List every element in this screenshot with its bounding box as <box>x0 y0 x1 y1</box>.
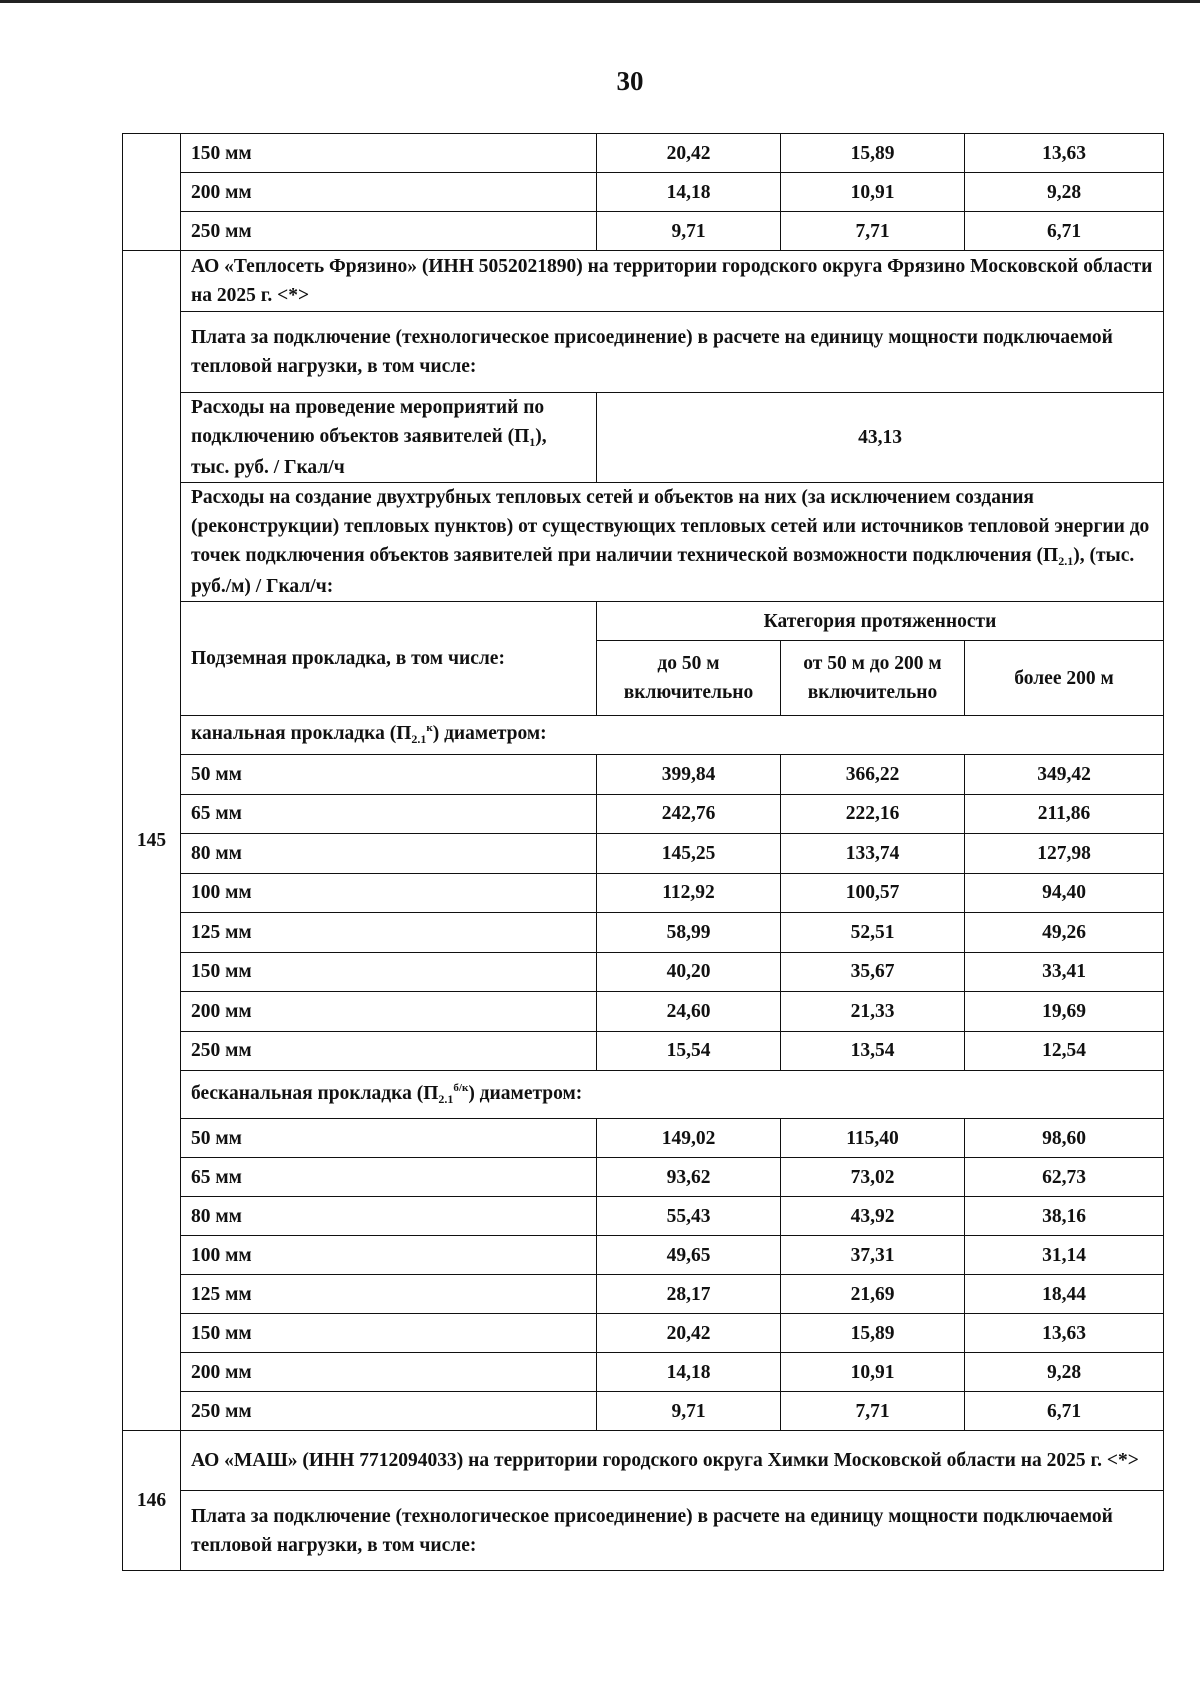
value-cell: 12,54 <box>965 1031 1164 1071</box>
diameter-label: 65 мм <box>181 1158 597 1197</box>
diameter-label: 125 мм <box>181 913 597 953</box>
value-cell: 366,22 <box>781 755 965 795</box>
table-row <box>123 992 1164 1032</box>
diameter-label: 100 мм <box>181 873 597 913</box>
value-cell: 62,73 <box>965 1158 1164 1197</box>
underground-label: Подземная прокладка, в том числе: <box>181 602 597 716</box>
diameter-label: 65 мм <box>181 794 597 834</box>
value-cell: 7,71 <box>781 1392 965 1431</box>
value-cell: 19,69 <box>965 992 1164 1032</box>
value-cell: 15,89 <box>781 134 965 173</box>
category-header: Категория протяженности <box>597 602 1164 641</box>
value-cell: 15,54 <box>597 1031 781 1071</box>
p21-description: Расходы на создание двухтрубных тепловых сетей и объектов на них (за исключением создания (реконструкции) тепловых пунктов) от существующих тепловых сетей или источников тепловой энергии до точек подключения объектов заявителей при наличии технической возможности подключения $(П_{2.1})$, (тыс. руб./м) / Гкал/ч: <box>181 483 1164 602</box>
value-cell: 20,42 <box>597 134 781 173</box>
value-cell: 14,18 <box>597 173 781 212</box>
channel-subheader-row <box>123 716 1164 755</box>
value-cell: 20,42 <box>597 1314 781 1353</box>
diameter-label: 50 мм <box>181 755 597 795</box>
value-cell: 399,84 <box>597 755 781 795</box>
value-cell: 21,33 <box>781 992 965 1032</box>
diameter-label: 125 мм <box>181 1275 597 1314</box>
diameter-label: 100 мм <box>181 1236 597 1275</box>
table-row <box>123 834 1164 874</box>
table-row <box>123 1197 1164 1236</box>
value-cell: 145,25 <box>597 834 781 874</box>
table-row <box>123 952 1164 992</box>
value-cell: 211,86 <box>965 794 1164 834</box>
diameter-label: 80 мм <box>181 1197 597 1236</box>
value-cell: 6,71 <box>965 1392 1164 1431</box>
fee-intro: Плата за подключение (технологическое присоединение) в расчете на единицу мощности подключаемой тепловой нагрузки, в том числе: <box>181 1491 1164 1571</box>
entry-number: 146 <box>123 1431 181 1571</box>
value-cell: 9,71 <box>597 212 781 251</box>
value-cell: 52,51 <box>781 913 965 953</box>
column-header-over-200: более 200 м <box>965 641 1164 716</box>
value-cell: 15,89 <box>781 1314 965 1353</box>
table-row <box>123 134 1164 173</box>
page-number: 30 <box>616 66 644 96</box>
table-row <box>123 1158 1164 1197</box>
diameter-label: 150 мм <box>181 952 597 992</box>
fee-intro-row <box>123 312 1164 393</box>
column-header-50-to-200: от 50 м до 200 м включительно <box>781 641 965 716</box>
table-row <box>123 1275 1164 1314</box>
value-cell: 73,02 <box>781 1158 965 1197</box>
table-row <box>123 1031 1164 1071</box>
value-cell: 37,31 <box>781 1236 965 1275</box>
table-row <box>123 913 1164 953</box>
value-cell: 10,91 <box>781 1353 965 1392</box>
entry-title-row <box>123 1431 1164 1491</box>
tariff-table <box>122 133 1164 1571</box>
value-cell: 38,16 <box>965 1197 1164 1236</box>
p1-value: 43,13 <box>597 393 1164 483</box>
value-cell: 100,57 <box>781 873 965 913</box>
value-cell: 127,98 <box>965 834 1164 874</box>
value-cell: 49,65 <box>597 1236 781 1275</box>
channelless-subheader: бесканальная прокладка $(П_{2.1}^{б/к})$ диаметром: <box>181 1071 1164 1119</box>
diameter-label: 200 мм <box>181 992 597 1032</box>
value-cell: 43,92 <box>781 1197 965 1236</box>
value-cell: 149,02 <box>597 1119 781 1158</box>
value-cell: 112,92 <box>597 873 781 913</box>
fee-intro-row <box>123 1491 1164 1571</box>
channel-subheader: канальная прокладка $(П_{2.1}^к)$ диаметром: <box>181 716 1164 755</box>
value-cell: 13,54 <box>781 1031 965 1071</box>
diameter-label: 150 мм <box>181 1314 597 1353</box>
table-row <box>123 1353 1164 1392</box>
number-cell-empty <box>123 134 181 251</box>
value-cell: 28,17 <box>597 1275 781 1314</box>
table-row <box>123 1392 1164 1431</box>
value-cell: 6,71 <box>965 212 1164 251</box>
table-row <box>123 173 1164 212</box>
value-cell: 18,44 <box>965 1275 1164 1314</box>
diameter-label: 250 мм <box>181 1392 597 1431</box>
value-cell: 40,20 <box>597 952 781 992</box>
value-cell: 33,41 <box>965 952 1164 992</box>
p1-row <box>123 393 1164 483</box>
diameter-label: 80 мм <box>181 834 597 874</box>
value-cell: 9,28 <box>965 1353 1164 1392</box>
table-row <box>123 1119 1164 1158</box>
table-row <box>123 873 1164 913</box>
value-cell: 115,40 <box>781 1119 965 1158</box>
category-header-row <box>123 602 1164 641</box>
diameter-label: 150 мм <box>181 134 597 173</box>
entry-number: 145 <box>123 251 181 1431</box>
value-cell: 31,14 <box>965 1236 1164 1275</box>
diameter-label: 250 мм <box>181 212 597 251</box>
diameter-label: 250 мм <box>181 1031 597 1071</box>
p1-label: Расходы на проведение мероприятий по подключению объектов заявителей $(П_1)$, тыс. руб. / Гкал/ч <box>181 393 597 483</box>
value-cell: 94,40 <box>965 873 1164 913</box>
value-cell: 98,60 <box>965 1119 1164 1158</box>
value-cell: 49,26 <box>965 913 1164 953</box>
value-cell: 222,16 <box>781 794 965 834</box>
table-row <box>123 1314 1164 1353</box>
value-cell: 24,60 <box>597 992 781 1032</box>
fee-intro: Плата за подключение (технологическое присоединение) в расчете на единицу мощности подключаемой тепловой нагрузки, в том числе: <box>181 312 1164 393</box>
value-cell: 7,71 <box>781 212 965 251</box>
value-cell: 55,43 <box>597 1197 781 1236</box>
value-cell: 58,99 <box>597 913 781 953</box>
entry-title: АО «Теплосеть Фрязино» (ИНН 5052021890) на территории городского округа Фрязино Московской области на 2025 г. <*> <box>181 251 1164 312</box>
value-cell: 93,62 <box>597 1158 781 1197</box>
table-row <box>123 212 1164 251</box>
value-cell: 10,91 <box>781 173 965 212</box>
top-border-line <box>0 0 1200 3</box>
channelless-subheader-row <box>123 1071 1164 1119</box>
entry-title-row <box>123 251 1164 312</box>
table-row <box>123 1236 1164 1275</box>
value-cell: 35,67 <box>781 952 965 992</box>
value-cell: 14,18 <box>597 1353 781 1392</box>
diameter-label: 200 мм <box>181 1353 597 1392</box>
p21-row <box>123 483 1164 602</box>
table-row <box>123 755 1164 795</box>
value-cell: 133,74 <box>781 834 965 874</box>
value-cell: 9,28 <box>965 173 1164 212</box>
value-cell: 13,63 <box>965 134 1164 173</box>
value-cell: 242,76 <box>597 794 781 834</box>
diameter-label: 200 мм <box>181 173 597 212</box>
table-row <box>123 794 1164 834</box>
diameter-label: 50 мм <box>181 1119 597 1158</box>
column-header-up-to-50: до 50 м включительно <box>597 641 781 716</box>
value-cell: 349,42 <box>965 755 1164 795</box>
value-cell: 21,69 <box>781 1275 965 1314</box>
value-cell: 9,71 <box>597 1392 781 1431</box>
value-cell: 13,63 <box>965 1314 1164 1353</box>
entry-title: АО «МАШ» (ИНН 7712094033) на территории городского округа Химки Московской области на 2025 г. <*> <box>181 1431 1164 1491</box>
